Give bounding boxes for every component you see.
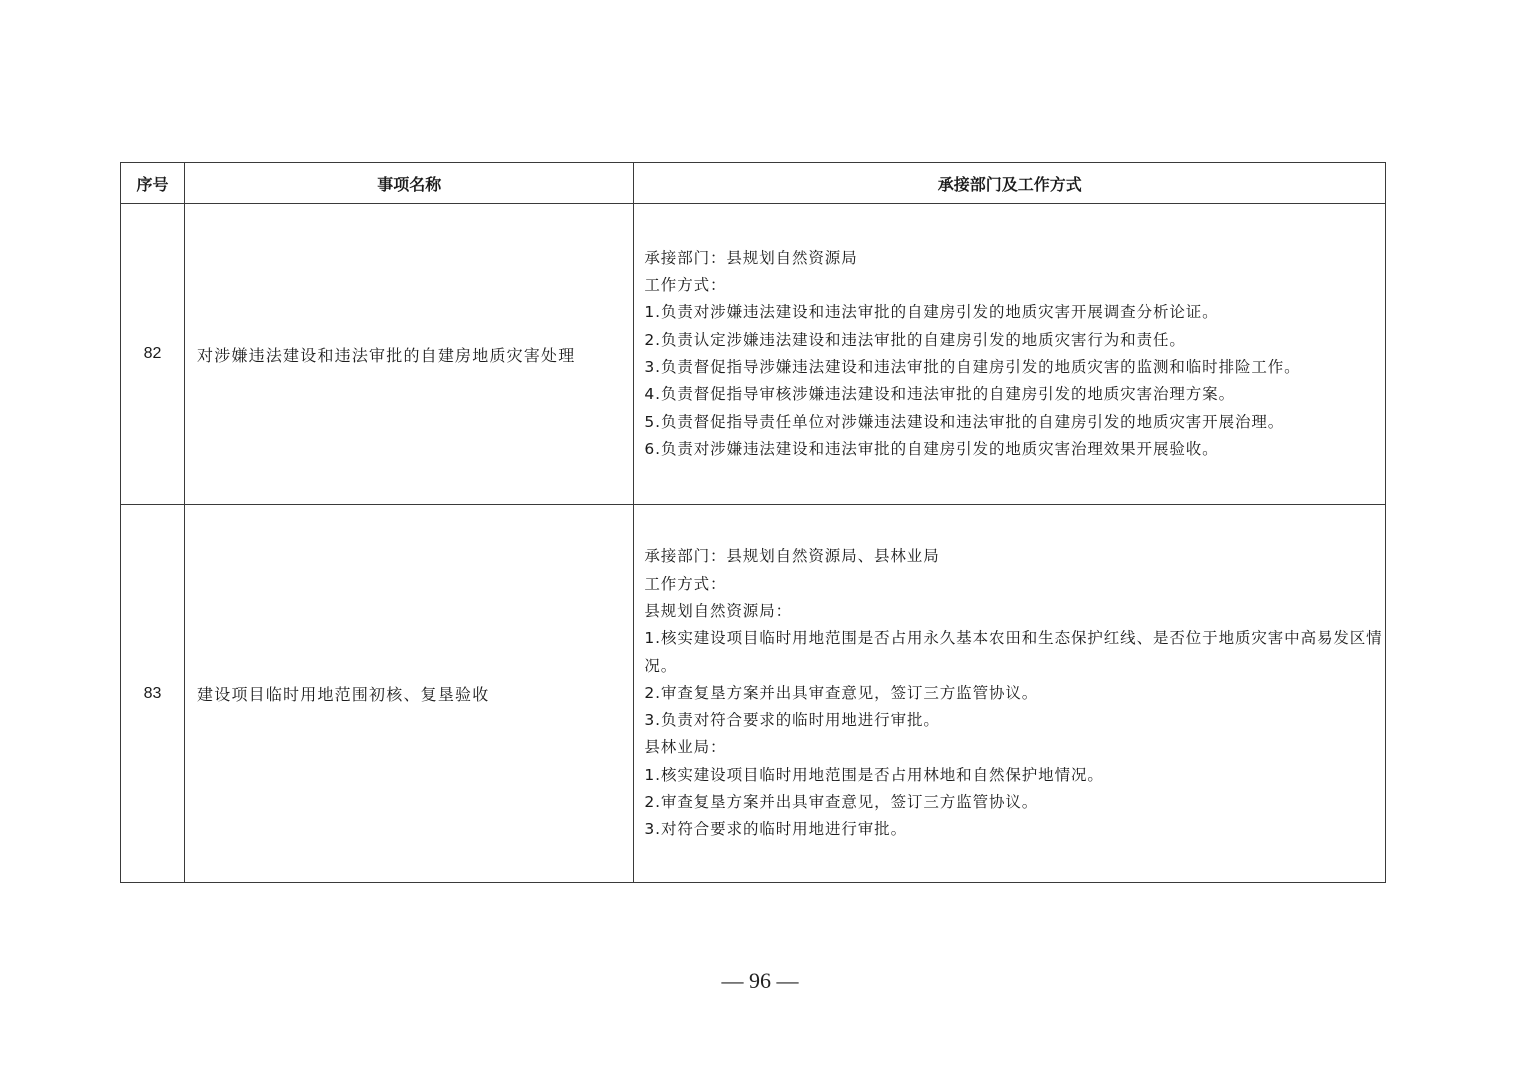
detail-line: 2.审查复垦方案并出具审查意见，签订三方监管协议。 (644, 683, 1039, 702)
table-header-row (121, 163, 1386, 204)
header-item-name: 事项名称 (185, 163, 634, 204)
table-row (121, 505, 1386, 883)
detail-line: 3.负责对符合要求的临时用地进行审批。 (644, 711, 940, 730)
row-item-name: 建设项目临时用地范围初核、复垦验收 (185, 505, 634, 883)
header-department-and-method: 承接部门及工作方式 (634, 163, 1386, 204)
detail-line: 1.核实建设项目临时用地范围是否占用林地和自然保护地情况。 (644, 765, 1104, 784)
detail-line: 2.审查复垦方案并出具审查意见，签订三方监管协议。 (644, 793, 1039, 812)
detail-line: 4.负责督促指导审核涉嫌违法建设和违法审批的自建房引发的地质灾害治理方案。 (644, 385, 1235, 404)
row-item-name: 对涉嫌违法建设和违法审批的自建房地质灾害处理 (185, 204, 634, 505)
detail-line: 3.对符合要求的临时用地进行审批。 (644, 820, 907, 839)
detail-line: 5.负责督促指导责任单位对涉嫌违法建设和违法审批的自建房引发的地质灾害开展治理。 (644, 412, 1285, 431)
matters-table (120, 162, 1386, 883)
row-serial-number: 83 (121, 505, 185, 883)
detail-line: 2.负责认定涉嫌违法建设和违法审批的自建房引发的地质灾害行为和责任。 (644, 330, 1186, 349)
row-department-and-method (634, 505, 1386, 883)
header-serial-number: 序号 (121, 163, 185, 204)
detail-line: 承接部门：县规划自然资源局、县林业局 (644, 547, 940, 566)
detail-line: 承接部门：县规划自然资源局 (644, 248, 858, 267)
detail-line: 3.负责督促指导涉嫌违法建设和违法审批的自建房引发的地质灾害的监测和临时排险工作。 (644, 358, 1301, 376)
detail-line: 工作方式： (644, 574, 727, 593)
detail-line: 县林业局： (644, 738, 727, 757)
detail-line: 6.负责对涉嫌违法建设和违法审批的自建房引发的地质灾害治理效果开展验收。 (644, 439, 1219, 458)
detail-line: 县规划自然资源局： (644, 601, 792, 620)
detail-line: 1.负责对涉嫌违法建设和违法审批的自建房引发的地质灾害开展调查分析论证。 (644, 303, 1219, 322)
row-department-and-method (634, 204, 1386, 505)
row-serial-number: 82 (121, 204, 185, 505)
detail-line: 工作方式： (644, 276, 727, 295)
table-row (121, 204, 1386, 505)
page-number: — 96 — (721, 968, 799, 993)
detail-line: 1.核实建设项目临时用地范围是否占用永久基本农田和生态保护红线、是否位于地质灾害中高易发区情况。 (644, 629, 1383, 675)
